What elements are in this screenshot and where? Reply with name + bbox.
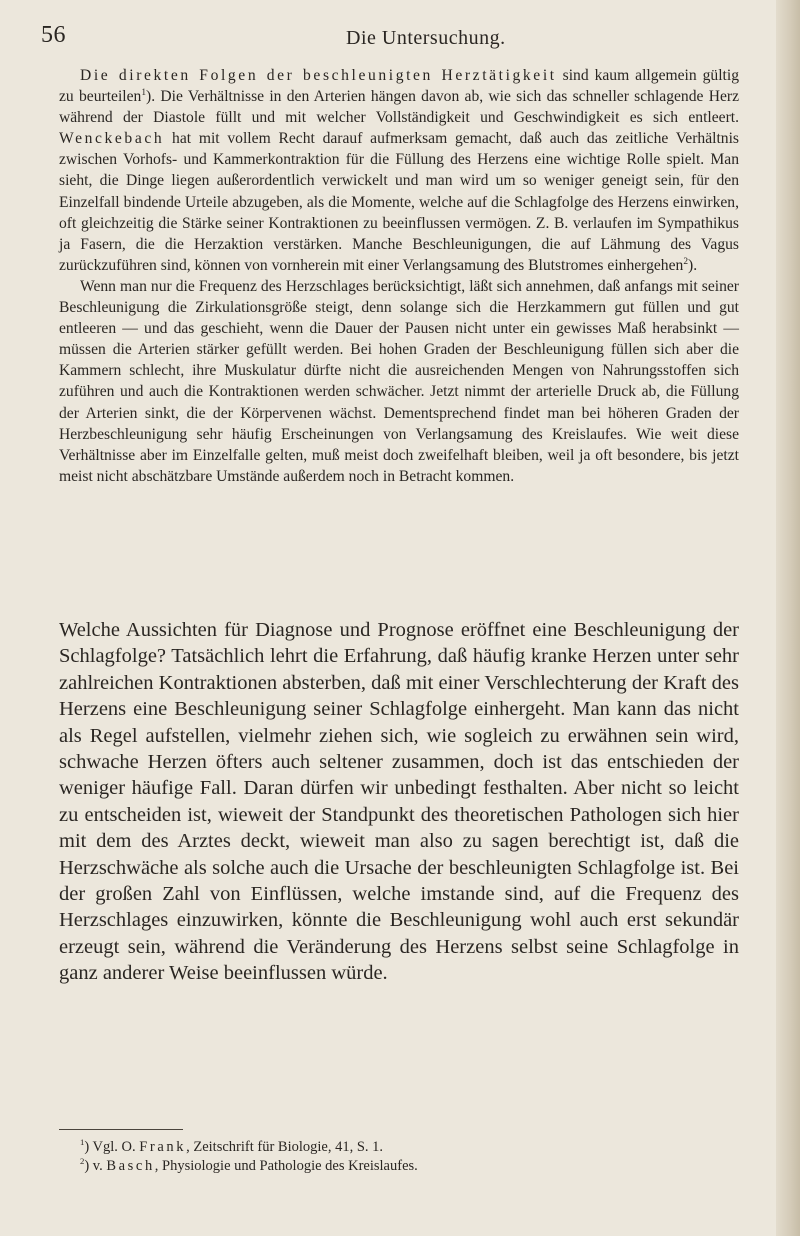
footnote-1: [80, 1138, 720, 1157]
footnote-1-post: , Zeitschrift für Biologie, 41, S. 1.: [186, 1139, 384, 1155]
footnote-mark-1: 1: [80, 1137, 85, 1148]
footnote-1-pre: ) Vgl. O.: [84, 1139, 140, 1155]
paragraph-1: [59, 65, 739, 276]
paragraph-1-text-d: ).: [688, 256, 698, 274]
page-number: 56: [41, 22, 66, 48]
footnote-1-author: Frank: [139, 1139, 187, 1155]
author-name-wenckebach: Wenckebach: [59, 130, 165, 148]
footnote-2-pre: ) v.: [84, 1158, 107, 1174]
page-edge-shadow: [776, 0, 800, 1236]
footnote-mark-2: 2: [80, 1156, 85, 1167]
paragraph-2: Wenn man nur die Frequenz des Herzschlages berücksichtigt, läßt sich annehmen, daß anfangs mit seiner Beschleunigung die Zirkulationsgröße steigt, denn solange sich die Herzkammern gut füllen und gut entleeren — und das geschieht, wenn die Dauer der Pausen nicht unter ein gewisses Maß herabsinkt — müssen die Arterien stärker gefüllt werden. Bei hohen Graden der Beschleunigung füllen sich aber die Kammern schlecht, ihre Muskulatur dürfte nicht die ausreichenden Mengen von Nahrungsstoffen sich zuführen und auch die Kontraktionen werden schwächer. Jetzt nimmt der arterielle Druck ab, die Füllung der Arterien sinkt, die der Körpervenen wächst. Dementsprechend findet man bei höheren Graden der Herzbeschleunigung sehr häufig Erscheinungen von Verlangsamung des Kreislaufes. Wie weit diese Verhältnisse aber im Einzelfalle gelten, muß meist doch zweifelhaft bleiben, weil ja oft besondere, bis jetzt meist nicht abschätzbare Umstände außerdem noch in Betracht kommen.: [59, 277, 739, 485]
paragraph-3: Welche Aussichten für Diagnose und Prognose eröffnet eine Beschleunigung der Schlagfolge? Tatsächlich lehrt die Erfahrung, daß häufig kranke Herzen unter sehr zahlreichen Kontraktionen absterben, daß mit einer Verschlechterung der Kraft des Herzens eine Beschleunigung seiner Schlagfolge einhergeht. Man kann das nicht als Regel aufstellen, vielmehr ziehen sich, wie sogleich zu erwähnen sein wird, schwache Herzen öfters auch seltener zusammen, doch ist das entschieden der weniger häufige Fall. Daran dürfen wir unbedingt festhalten. Aber nicht so leicht zu entscheiden ist, wieweit der Standpunkt des theoretischen Pathologen sich hier mit dem des Arztes deckt, wieweit man also zu sagen berechtigt ist, daß die Herzschwäche als solche auch die Ursache der beschleunigten Schlagfolge ist. Bei der großen Zahl von Einflüssen, welche imstande sind, auf die Frequenz des Herzschlages einzuwirken, könnte die Beschleunigung wohl auch erst sekundär erzeugt sein, während die Veränderung des Herzens selbst seine Schlagfolge in ganz anderer Weise beeinflussen würde.: [59, 619, 739, 985]
main-text-block: [59, 65, 739, 487]
footnote-2: [80, 1157, 720, 1176]
footnote-2-author: Basch: [106, 1158, 155, 1174]
paragraph-1-text-a: sind kaum allgemein gültig zu beurteilen: [59, 67, 740, 106]
footnote-ref-2: 2: [683, 256, 689, 267]
paragraph-1-text-b: ). Die Verhältnisse in den Arterien hängen davon ab, wie sich das schneller schlagende Herz während der Diastole füllt und mit welcher Vollständigkeit und Geschwindigkeit es sich entleert.: [59, 88, 739, 127]
footnote-ref-1: 1: [141, 87, 147, 98]
paragraph-1-text-c: hat mit vollem Recht darauf aufmerksam gemacht, daß auch das zeitliche Verhältnis zwischen Vorhofs- und Kammerkontraktion für die Füllung des Herzens eine wichtige Rolle spielt. Man sieht, die Dinge liegen außerordentlich verwickelt und man wird um so weniger geneigt sein, für den Einzelfall bindende Urteile abzugeben, als die Momente, welche auf die Schlagfolge des Herzens einwirken, oft gleichzeitig die Stärke seiner Kontraktionen zu beeinflussen vermögen. Z. B. verlaufen im Sympathikus ja Fasern, die die Herzaktion verstärken. Manche Beschleunigungen, die auf Lähmung des Vagus zurückzuführen sind, können von vornherein mit einer Verlangsamung des Blutstromes einhergehen: [59, 130, 739, 274]
footnote-separator: [59, 1129, 183, 1130]
footnote-2-post: , Physiologie und Pathologie des Kreislaufes.: [154, 1158, 418, 1174]
running-head: Die Untersuchung.: [346, 27, 506, 49]
footnotes: [80, 1138, 720, 1176]
spaced-lead-phrase: Die direkten Folgen der beschleunigten Herztätigkeit: [80, 67, 557, 84]
large-type-block: [59, 617, 739, 987]
